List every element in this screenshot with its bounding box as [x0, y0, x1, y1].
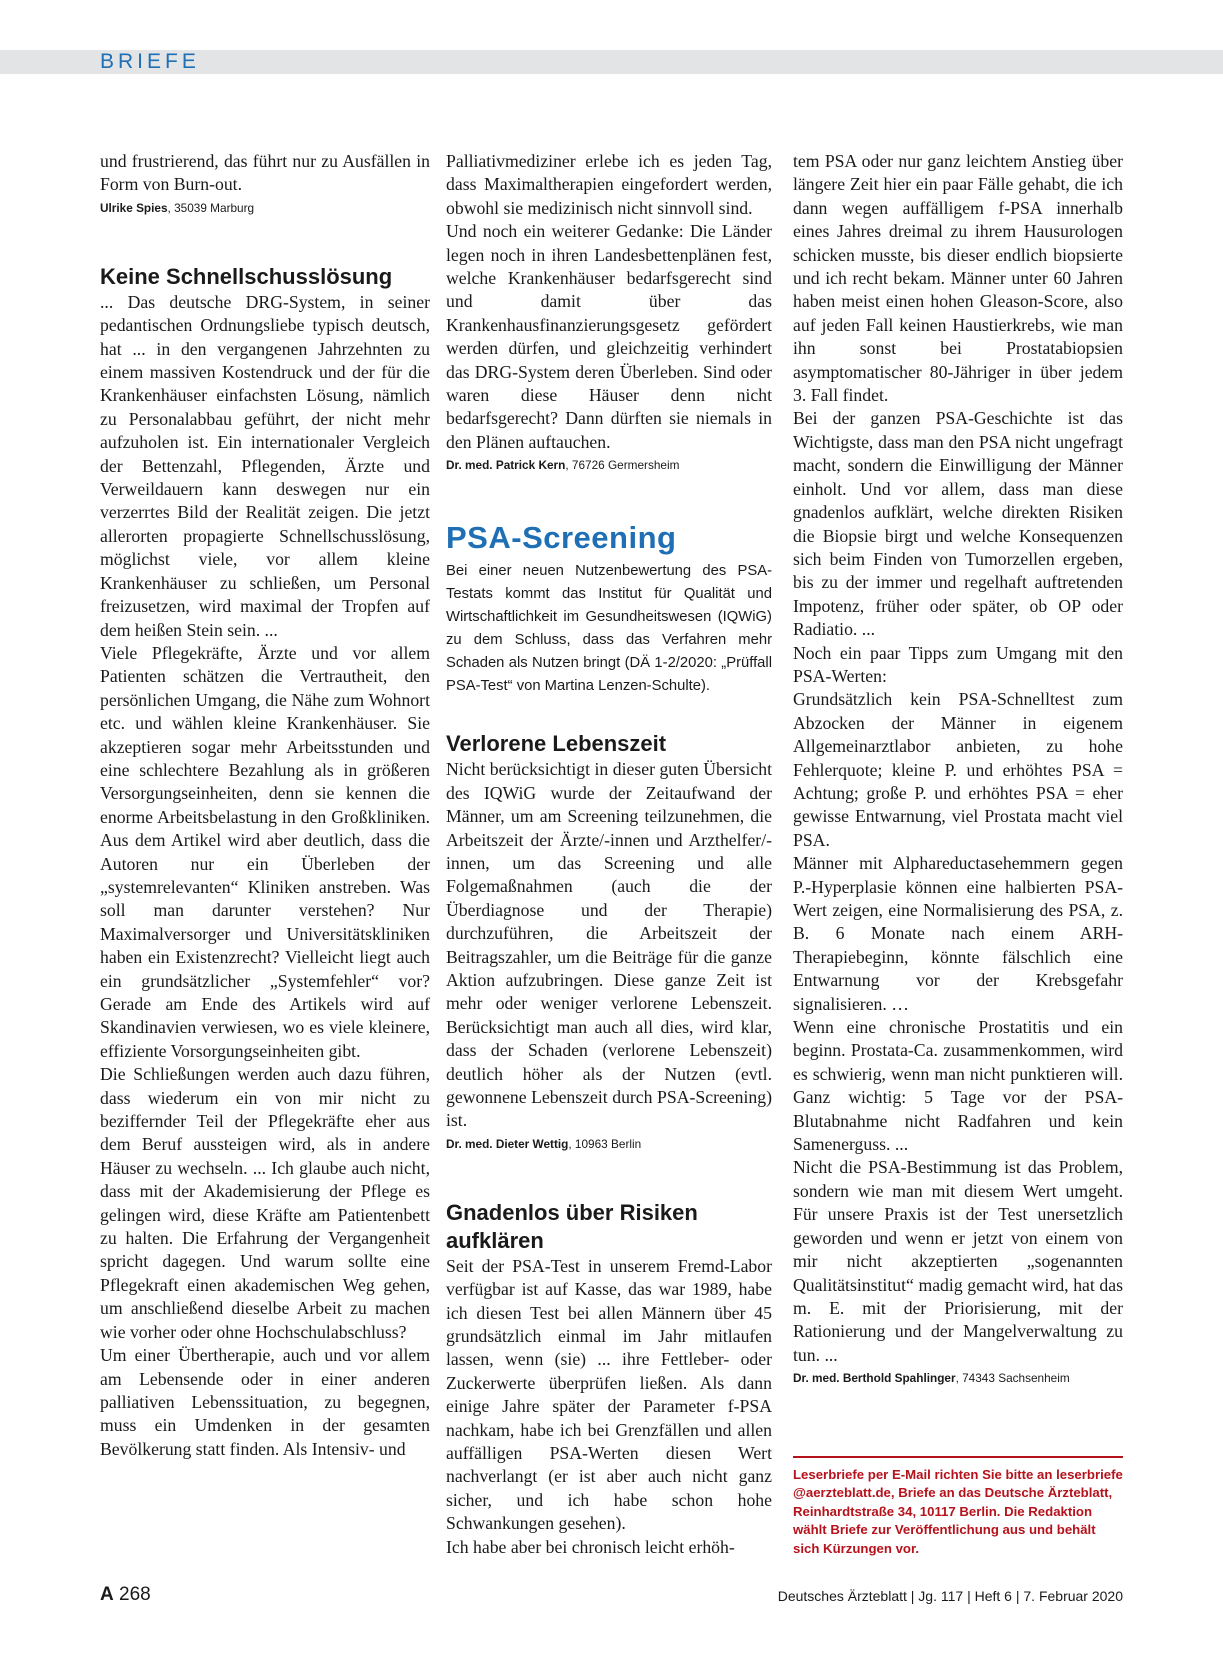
author-place: , 35039 Marburg — [167, 200, 255, 215]
publication-info: Deutsches Ärzteblatt | Jg. 117 | Heft 6 | 7. Februar 2020 — [777, 1588, 1123, 1604]
page-prefix: A — [100, 1584, 114, 1605]
column-3 — [793, 150, 1123, 1387]
author-place: , 10963 Berlin — [568, 1136, 642, 1151]
author-name: Dr. med. Patrick Kern — [446, 458, 566, 473]
paragraph: tem PSA oder nur ganz leichtem Anstieg über längere Zeit hier ein paar Fälle gehabt, die ich dann wegen auffälligem f-PSA innerhalb eines Jahres dreimal zu ihrem Hausurologen schicken musste, bis dieser endlich biopsierte und ich recht bekam. Männer unter 60 Jahren haben meist einen hohen Gleason-Score, also auf jeden Fall keinen Haustierkrebs, wie man ihn sonst bei Prostatabiopsien asymptomatischer 80-Jähriger in über jedem 3. Fall findet. — [793, 151, 1123, 406]
paragraph: Seit der PSA-Test in unserem Fremd-Labor verfügbar ist auf Kasse, das war 1989, habe ich diesen Test bei allen Männern über 45 grundsätzlich einmal im Jahr mitlaufen lassen, wenn (sie) ... ihre Fettleber- oder Zuckerwerte überprüfen ließen. Als dann einige Jahre später der Parameter f-PSA nachkam, habe ich bei Grenzfällen und allen auffälligen PSA-Werten diesen Wert nachverlangt (er ist aber auch nicht ganz sicher, und ich habe schon hohe Schwankungen gesehen). — [446, 1255, 772, 1534]
letter-signature — [100, 199, 430, 217]
letter-signature — [793, 1369, 1123, 1387]
column-1 — [100, 150, 430, 1461]
paragraph: Grundsätzlich kein PSA-Schnelltest zum Abzocken der Männer in eigenem Allgemeinarztlabor anbieten, zu hohe Fehlerquote; kleine P. und erhöhtes PSA = Achtung; große P. und erhöhtes PSA = eher gewisse Entwarnung, viel Prostata macht viel PSA. — [793, 689, 1123, 850]
letter-heading: Verlorene Lebenszeit — [446, 731, 667, 757]
paragraph: Bei der ganzen PSA-Geschichte ist das Wichtigste, dass man den PSA nicht ungefragt macht, sondern die Einwilligung der Männer einholt. Und vor allem, dass man diese gnadenlos aufklärt, welche direkten Risiken die Biopsie birgt und welche Konsequenzen sich beim Finden von Tumorzellen ergeben, bis zu der immer und regelhaft auftretenden Impotenz, früher oder später, ob OP oder Radiatio. ... — [793, 408, 1123, 640]
paragraph: Männer mit Alphareductasehemmern gegen P.-Hyperplasie können eine halbierten PSA-Wert zeigen, eine Normalisierung des PSA, z. B. 6 Monate nach einem ARH-Therapiebeginn, könnte fälschlich eine Entwarnung vor der Krebsgefahr signalisieren. … — [793, 853, 1123, 1014]
letter-signature — [446, 1135, 772, 1153]
paragraph: Nicht berücksichtigt in dieser guten Übersicht des IQWiG wurde der Zeitaufwand der Männer, um am Screening teilzunehmen, die Arbeitszeit der Ärzte/-innen und Arzthelfer/-innen, um das Screening und alle Folgemaßnahmen (auch die der Überdiagnose und der Therapie) durchzuführen, die Arbeitszeit der Beitragszahler, um die Beiträge für die ganze Aktion aufzubringen. Diese ganze Zeit ist mehr oder weniger verlorene Lebenszeit. Berücksichtigt man auch all dies, wird klar, dass der Schaden (verlorene Lebenszeit) deutlich höher als der Nutzen (evtl. gewonnene Lebenszeit durch PSA-Screening) ist. — [446, 759, 772, 1131]
letter-heading: Gnadenlos über Risiken aufklären — [446, 1199, 698, 1253]
letters-notice: Leserbriefe per E-Mail richten Sie bitte an leserbriefe @aerzteblatt.de, Briefe an das Deutsche Ärzteblatt, Reinhardtstraße 34, 10117 Berlin. Die Redaktion wählt Briefe zur Veröffentlichung aus und behält sich Kürzungen vor. — [793, 1456, 1123, 1558]
paragraph: Ich habe aber bei chronisch leicht erhöh- — [446, 1536, 735, 1557]
paragraph: Noch ein paar Tipps zum Umgang mit den PSA-Werten: — [793, 642, 1123, 686]
page-number-value: 268 — [119, 1584, 151, 1605]
author-name: Dr. med. Berthold Spahlinger — [793, 1371, 956, 1386]
topic-lead: Bei einer neuen Nutzenbewertung des PSA-Testats kommt das Institut für Qualität und Wirtschaftlichkeit im Gesundheitswesen (IQWiG) zu dem Schluss, dass das Verfahren mehr Schaden als Nutzen bringt (DÄ 1-2/2020: „Prüffall PSA-Test“ von Martina Lenzen-Schulte). — [446, 563, 772, 695]
author-place: , 76726 Germersheim — [565, 458, 680, 473]
page-number — [100, 1584, 151, 1606]
author-name: Dr. med. Dieter Wettig — [446, 1136, 569, 1151]
author-place: , 74343 Sachsenheim — [955, 1371, 1070, 1386]
paragraph: Die Schließungen werden auch dazu führen, dass wiederum ein von mir nicht zu beziffernder Teil der Pflegekräfte eher aus dem Beruf aussteigen wird, als in andere Häuser zu wechseln. ... Ich glaube auch nicht, dass mit der Akademisierung der Pflege es gelingen wird, diese Kräfte am Patientenbett zu halten. Die Erfahrung der Vergangenheit spricht dagegen. Und warum sollte eine Pflegekraft einen akademischen Weg gehen, um anschließend dieselbe Arbeit zu machen wie vorher oder ohne Hochschulabschluss? — [100, 1064, 430, 1342]
paragraph: Palliativmediziner erlebe ich es jeden Tag, dass Maximaltherapien eingefordert werden, obwohl sie medizinisch nicht sinnvoll sind. — [446, 151, 772, 218]
paragraph: Wenn eine chronische Prostatitis und ein beginn. Prostata-Ca. zusammenkommen, wird es schwierig, wenn man nicht punktieren will. Ganz wichtig: 5 Tage vor der PSA-Blutabnahme nicht Radfahren und kein Samenerguss. ... — [793, 1017, 1123, 1155]
paragraph: und frustrierend, das führt nur zu Ausfällen in Form von Burn-out. — [100, 151, 430, 195]
letter-heading: Keine Schnellschusslösung — [100, 263, 393, 289]
letter-signature — [446, 456, 772, 474]
paragraph: ... Das deutsche DRG-System, in seiner pedantischen Ordnungsliebe typisch deutsch, hat ... in den vergangenen Jahrzehnten zu einem massiven Kostendruck und der für die Krankenhäuser einfachsten Lösung, nämlich zu Personalabbau geführt, der nicht mehr aufzuholen ist. Ein internationaler Vergleich der Bettenzahl, Pflegenden, Ärzte und Verweildauern kann deswegen nur ein verzerrtes Bild der Realität zeigen. Die jetzt allerorten propagierte Schnellschusslösung, möglichst viele, vor allem kleine Krankenhäuser zu schließen, um Personal freizusetzen, wird maximal der Tropfen auf dem heißen Stein sein. ... — [100, 291, 430, 640]
paragraph: Um einer Übertherapie, auch und vor allem am Lebensende oder in einer anderen palliativen Lebenssituation, zu begegnen, muss ein Umdenken in der gesamten Bevölkerung statt finden. Als Intensiv- und — [100, 1345, 430, 1459]
author-name: Ulrike Spies — [100, 200, 168, 215]
paragraph: Nicht die PSA-Bestimmung ist das Problem, sondern wie man mit diesem Wert umgeht. Für unsere Praxis ist der Test unersetzlich geworden und wenn er jetzt von einem von mir nicht akzeptierten „sogenannten Qualitätsinstitut“ madig gemacht wird, hat das m. E. mit der Priorisierung, mit der Rationierung und der Mangelverwaltung zu tun. ... — [793, 1157, 1123, 1365]
column-2 — [446, 150, 772, 1559]
paragraph: Viele Pflegekräfte, Ärzte und vor allem Patienten schätzen die Vertrautheit, den persönlichen Umgang, die Nähe zum Wohnort etc. und wählen kleine Krankenhäuser. Sie akzeptieren sogar mehr Arbeitsstunden und eine schlechtere Bezahlung als in größeren Versorgungseinheiten, denn sie kennen die enorme Arbeitsbelastung in den Großkliniken. Aus dem Artikel wird aber deutlich, dass die Autoren nur ein Überleben der „systemrelevanten“ Kliniken anstreben. Was soll man darunter verstehen? Nur Maximalversorger und Universitätskliniken haben ein Existenzrecht? Vielleicht liegt auch ein grundsätzlicher „Systemfehler“ vor? Gerade am Ende des Artikels wird auf Skandinavien verwiesen, wo es viele kleinere, effiziente Vorsorgungseinheiten gibt. — [100, 642, 430, 1061]
paragraph: Und noch ein weiterer Gedanke: Die Länder legen noch in ihren Landesbettenplänen fest, welche Krankenhäuser bedarfsgerecht sind und damit über das Krankenhausfinanzierungsgesetz gefördert werden dürfen, und gleichzeitig verhindert das DRG-System deren Überleben. Sind oder waren diese Häuser denn nicht bedarfsgerecht? Dann dürften sie niemals in den Plänen auftauchen. — [446, 221, 772, 452]
section-label: BRIEFE — [100, 50, 200, 73]
topic-heading: PSA-Screening — [446, 520, 677, 556]
